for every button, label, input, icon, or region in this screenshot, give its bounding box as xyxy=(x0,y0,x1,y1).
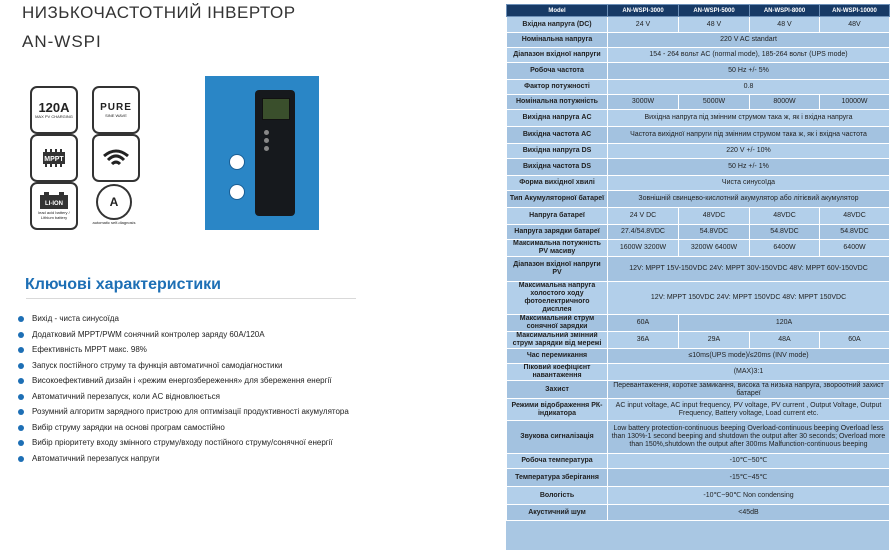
mppt-label: MPPT xyxy=(44,156,64,163)
charging-big: 120A xyxy=(38,99,70,115)
row-value: Вихідна напруга під змінним струмом така ж, як і вхідна напруга xyxy=(608,110,890,127)
row-label: Напруга зарядки батареї xyxy=(507,225,608,240)
table-row xyxy=(507,225,890,240)
row-cell: 48 V xyxy=(679,17,750,33)
list-item: Автоматичний перезапуск, коли AC відновлюється xyxy=(18,391,349,407)
charging-small: MAX PV CHARGING xyxy=(35,113,73,119)
row-cell: 29A xyxy=(679,332,750,349)
row-label: Вихідна напруга AC xyxy=(507,110,608,127)
row-cell: 36A xyxy=(608,332,679,349)
table-row xyxy=(507,399,890,421)
list-item: Високоефективний дизайн і «режим енергозбереження» для збереження енергії xyxy=(18,375,349,391)
pure-small: SINE WAVE xyxy=(105,113,127,118)
row-label: Режими відображення РК-індикатора xyxy=(507,399,608,421)
row-cell: 1600W 3200W xyxy=(608,240,679,257)
panel-button xyxy=(264,146,269,151)
row-cell: 24 V DC xyxy=(608,208,679,225)
row-label: Тип Акумуляторної батареї xyxy=(507,191,608,208)
row-cell: 120A xyxy=(679,315,890,332)
row-value: AC input voltage, AC input frequency, PV voltage, PV current , Output Voltage, Output Frequency, Battery voltage, Load current etc. xyxy=(608,399,890,421)
battery-label: LI-ION xyxy=(45,201,63,207)
auto-small: automatic self-diagnosis xyxy=(92,219,136,225)
list-item: Розумний алгоритм зарядного пристрою для оптимізації продуктивності акумулятора xyxy=(18,406,349,422)
table-row xyxy=(507,381,890,399)
table-row xyxy=(507,48,890,63)
table-row xyxy=(507,159,890,176)
table-row xyxy=(507,257,890,282)
row-label: Час перемикання xyxy=(507,349,608,364)
row-label: Номінальна потужність xyxy=(507,95,608,110)
spec-table-body xyxy=(507,17,890,521)
battery-icon xyxy=(38,192,70,210)
row-label: Максимальний струм сонячної зарядки xyxy=(507,315,608,332)
row-cell: 54.8VDC xyxy=(820,225,890,240)
table-row xyxy=(507,110,890,127)
row-value: 220 V AC standart xyxy=(608,33,890,48)
row-label: Максимальна напруга холостого ходу фотоелектричного дисплея xyxy=(507,282,608,315)
row-label: Температура зберігання xyxy=(507,469,608,487)
row-label: Діапазон вхідної напруги xyxy=(507,48,608,63)
row-label: Напруга батареї xyxy=(507,208,608,225)
row-value: (MAX)3:1 xyxy=(608,364,890,381)
row-cell: 27.4/54.8VDC xyxy=(608,225,679,240)
row-cell: 48VDC xyxy=(750,208,820,225)
table-row xyxy=(507,421,890,454)
table-header-row xyxy=(507,5,890,17)
row-value: 12V: MPPT 15V-150VDC 24V: MPPT 30V-150VDC 48V: MPPT 60V-150VDC xyxy=(608,257,890,282)
row-label: Вихідна частота AC xyxy=(507,127,608,144)
row-cell: 48VDC xyxy=(820,208,890,225)
row-value: Чиста синусоїда xyxy=(608,176,890,191)
list-item: Запуск постійного струму та функція автоматичної самодіагностики xyxy=(18,360,349,376)
list-item: Вибір струму зарядки на основі програм самостійно xyxy=(18,422,349,438)
table-row xyxy=(507,33,890,48)
row-value: -10℃~90℃ Non condensing xyxy=(608,487,890,505)
list-item: Додатковий MPPT/PWM сонячний контролер заряду 60A/120A xyxy=(18,329,349,345)
row-label: Захист xyxy=(507,381,608,399)
row-label: Форма вихідної хвилі xyxy=(507,176,608,191)
row-label: Номінальна напруга xyxy=(507,33,608,48)
table-row xyxy=(507,454,890,469)
row-value: 12V: MPPT 150VDC 24V: MPPT 150VDC 48V: MPPT 150VDC xyxy=(608,282,890,315)
row-label: Піковий коефіцієнт навантаження xyxy=(507,364,608,381)
row-value: <45dB xyxy=(608,505,890,521)
row-cell: 10000W xyxy=(820,95,890,110)
row-cell: 54.8VDC xyxy=(679,225,750,240)
row-value: 0.8 xyxy=(608,80,890,95)
row-value: Low battery protection-continuous beeping Overload-continuous beeping Overload less than 130%-1 second beeping and shutdown the output after 30 seconds; Overload more than 150%,shutdown the output after 300ms Malfunction-continuous beeping xyxy=(608,421,890,454)
table-row xyxy=(507,487,890,505)
list-item: Вибір пріоритету входу змінного струму/входу постійного струму/сонячної енергії xyxy=(18,437,349,453)
row-cell: 48 V xyxy=(750,17,820,33)
inverter-front-panel xyxy=(255,90,295,216)
row-label: Робоча температура xyxy=(507,454,608,469)
row-value: 220 V +/- 10% xyxy=(608,144,890,159)
table-row xyxy=(507,208,890,225)
dial-icon xyxy=(229,154,245,170)
table-row xyxy=(507,191,890,208)
panel-button xyxy=(264,130,269,135)
row-cell: 3000W xyxy=(608,95,679,110)
row-label: Вологість xyxy=(507,487,608,505)
features-list xyxy=(18,313,349,468)
table-row xyxy=(507,95,890,110)
list-item: Автоматичний перезапуск напруги xyxy=(18,453,349,469)
row-label: Звукова сигналізація xyxy=(507,421,608,454)
table-row xyxy=(507,282,890,315)
table-row xyxy=(507,144,890,159)
auto-badge xyxy=(92,182,136,226)
spec-table-panel xyxy=(506,4,889,550)
row-cell: 6400W xyxy=(820,240,890,257)
lcd-screen xyxy=(262,98,290,120)
table-row xyxy=(507,332,890,349)
row-label: Вхідна напруга (DC) xyxy=(507,17,608,33)
wifi-badge xyxy=(92,134,140,182)
chip-icon xyxy=(39,149,69,167)
pure-sine-badge xyxy=(92,86,140,134)
mppt-badge xyxy=(30,134,78,182)
column-header: AN-WSPI-8000 xyxy=(750,5,820,17)
row-cell: 48VDC xyxy=(679,208,750,225)
column-header: AN-WSPI-10000 xyxy=(820,5,890,17)
row-label: Максимальна потужність PV масиву xyxy=(507,240,608,257)
table-row xyxy=(507,240,890,257)
column-header: AN-WSPI-5000 xyxy=(679,5,750,17)
row-label: Фактор потужності xyxy=(507,80,608,95)
row-value: Перевантаження, коротке замикання, висока та низька напруга, звороотний захист батареї xyxy=(608,381,890,399)
page-title: НИЗЬКОЧАСТОТНИЙ ІНВЕРТОР xyxy=(22,3,296,22)
panel-button xyxy=(264,138,269,143)
inverter-image xyxy=(205,76,319,230)
row-cell: 60A xyxy=(820,332,890,349)
list-item: Ефективність MPPT макс. 98% xyxy=(18,344,349,360)
table-row xyxy=(507,364,890,381)
divider xyxy=(26,298,356,299)
features-heading: Ключові характеристики xyxy=(25,276,222,293)
row-label: Акустичний шум xyxy=(507,505,608,521)
row-value: 154 - 264 вольт AC (normal mode), 185-264 вольт (UPS mode) xyxy=(608,48,890,63)
dial-icon xyxy=(229,184,245,200)
row-cell: 6400W xyxy=(750,240,820,257)
table-row xyxy=(507,349,890,364)
row-label: Вихідна напруга DS xyxy=(507,144,608,159)
table-row xyxy=(507,63,890,80)
row-value: -10℃~50℃ xyxy=(608,454,890,469)
auto-icon: A xyxy=(96,184,132,220)
row-cell: 5000W xyxy=(679,95,750,110)
table-row xyxy=(507,505,890,521)
spec-table xyxy=(506,4,890,521)
row-cell: 60A xyxy=(608,315,679,332)
row-cell: 3200W 6400W xyxy=(679,240,750,257)
row-cell: 48V xyxy=(820,17,890,33)
table-row xyxy=(507,80,890,95)
row-value: -15℃~45℃ xyxy=(608,469,890,487)
row-label: Вихідна частота DS xyxy=(507,159,608,176)
row-label: Робоча частота xyxy=(507,63,608,80)
table-row xyxy=(507,127,890,144)
row-label: Діапазон вхідної напруги PV xyxy=(507,257,608,282)
row-value: Частота вихідної напруги під змінним струмом така ж, як і вхідна частота xyxy=(608,127,890,144)
charging-badge xyxy=(30,86,78,134)
row-value: 50 Hz +/- 1% xyxy=(608,159,890,176)
column-header: AN-WSPI-3000 xyxy=(608,5,679,17)
row-value: ≤10ms(UPS mode)/≤20ms (INV mode) xyxy=(608,349,890,364)
battery-small: lead acid battery / Lithium battery xyxy=(38,210,70,220)
row-value: 50 Hz +/- 5% xyxy=(608,63,890,80)
table-row xyxy=(507,176,890,191)
table-row xyxy=(507,17,890,33)
row-cell: 48A xyxy=(750,332,820,349)
list-item: Вихід - чиста синусоїда xyxy=(18,313,349,329)
pure-big: PURE xyxy=(100,102,132,113)
table-row xyxy=(507,315,890,332)
model-name: AN-WSPI xyxy=(22,32,102,51)
column-header: Model xyxy=(507,5,608,17)
row-cell: 24 V xyxy=(608,17,679,33)
row-cell: 54.8VDC xyxy=(750,225,820,240)
wifi-icon xyxy=(101,147,131,169)
row-label: Максимальний змінний струм зарядки від мережі xyxy=(507,332,608,349)
table-row xyxy=(507,469,890,487)
row-cell: 8000W xyxy=(750,95,820,110)
row-value: Зовнішній свинцево-кислотний акумулятор або літієвий акумулятор xyxy=(608,191,890,208)
battery-badge xyxy=(30,182,78,230)
